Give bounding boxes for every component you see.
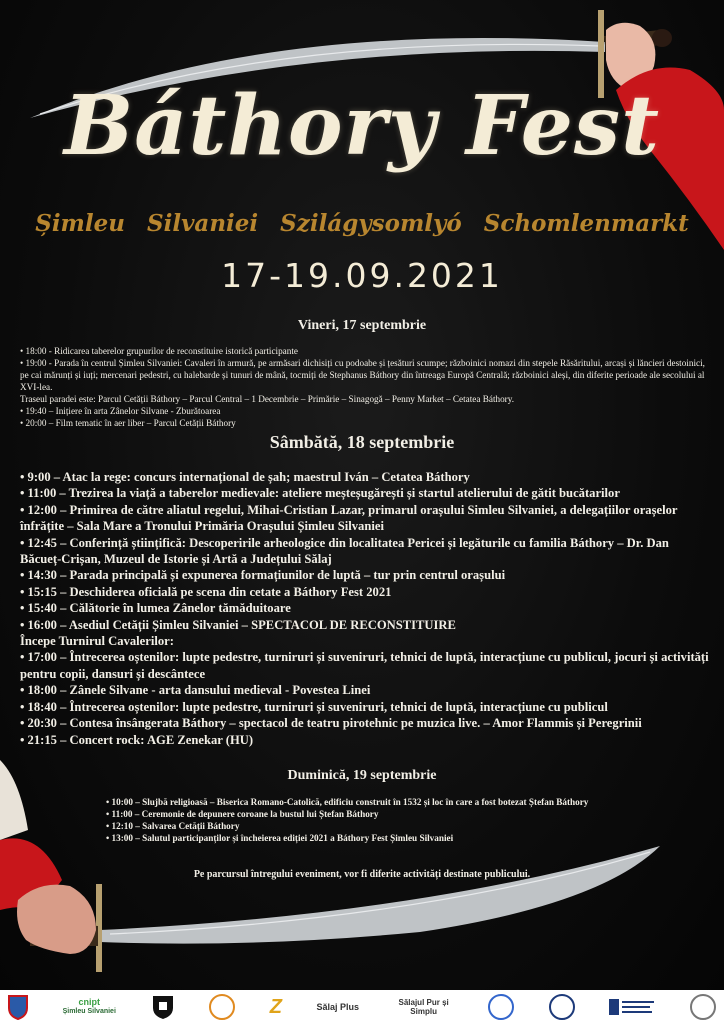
list-item: • 11:00 – Trezirea la viață a taberelor medievale: ateliere meșteșugărești și startul atelierului de gătit bucătarilor xyxy=(20,486,620,501)
bottom-hand-icon xyxy=(17,885,96,954)
list-item: • 21:15 – Concert rock: AGE Zenekar (HU) xyxy=(20,732,254,747)
bottom-saber-blade-icon xyxy=(100,846,660,944)
list-item: • 12:10 – Salvarea Cetății Báthory xyxy=(106,821,240,831)
salajul-pur-logo: Sălajul Pur și Simplu xyxy=(398,998,449,1016)
sponsor-logo-bar xyxy=(0,990,724,1024)
festival-emblem-icon xyxy=(488,993,514,1021)
friday-schedule xyxy=(20,345,710,429)
list-item: • 18:00 - Ridicarea taberelor grupurilor de reconstituire istorică participante xyxy=(20,346,298,356)
list-item: Traseul paradei este: Parcul Cetății Báthory – Parcul Central – 1 Decembrie – Primărie – Sinagogă – Penny Market – Cetatea Báthory. xyxy=(20,394,515,404)
sunday-heading: Duminică, 19 septembrie xyxy=(287,768,437,783)
list-item: • 20:30 – Contesa însângerata Báthory – spectacol de teatru pirotehnic pe muzica live. – Amor Flammis și Peregrinii xyxy=(20,716,642,731)
list-item: • 14:30 – Parada principală și expunerea formațiunilor de luptă – tur prin centrul orașului xyxy=(20,568,506,583)
list-item: • 12:00 – Primirea de către aliatul regelui, Mihai-Cristian Lazar, primarul orașului Simleu Silvaniei, a delegațiilor orașelor înfrățite – Sala Mare a Tronului Primăria Orașului Șimleu Silvaniei xyxy=(20,502,678,534)
poster-title: Báthory Fest xyxy=(64,78,660,174)
county-seal-icon xyxy=(690,993,716,1021)
list-item: • 9:00 – Atac la rege: concurs internațional de șah; maestrul Iván – Cetatea Báthory xyxy=(20,470,470,484)
list-item: • 18:40 – Întrecerea oștenilor: lupte pedestre, turniruri și suveniruri, tehnici de luptă, interacțiune cu publicul xyxy=(20,699,608,714)
university-text-logo-icon xyxy=(609,993,655,1021)
university-seal-icon xyxy=(549,993,575,1021)
list-item: • 20:00 – Film tematic în aer liber – Parcul Cetății Báthory xyxy=(20,418,236,428)
simleu-logo-text: Șimleu Silvaniei xyxy=(62,1008,116,1015)
list-item: • 15:40 – Călătorie în lumea Zânelor tămăduitoare xyxy=(20,601,291,616)
list-item: • 18:00 – Zânele Silvane - arta dansului medieval - Povestea Linei xyxy=(20,683,371,698)
list-item: • 15:15 – Deschiderea oficială pe scena din cetate a Báthory Fest 2021 xyxy=(20,584,392,599)
list-item: • 17:00 – Întrecerea oștenilor: lupte pedestre, turniruri și suveniruri, tehnici de luptă, interacțiune cu publicul, jocuri și activități pentru copii, dansuri și descântece xyxy=(20,650,709,681)
closing-note: Pe parcursul întregului eveniment, vor fi diferite activități destinate publicului. xyxy=(193,869,531,880)
list-item: Începe Turnirul Cavalerilor: xyxy=(20,634,174,649)
list-item: • 19:00 - Parada în centrul Șimleu Silvaniei: Cavaleri în armură, pe armăsari dichisiți cu podoabe și țesături scumpe; războinici nomazi din stepele Răsăritului, arcași și lăncieri destoinici, pe cai mărunți și iuți; mercenari pedestri, cu halebarde și tunuri de mână, tocmiți de Stephanus Báthory din întreaga Europă Centrală; războinici aleși, din diferite perioade ale secolului al XVI-lea. xyxy=(20,358,705,392)
coat-of-arms-icon xyxy=(8,993,28,1021)
list-item: • 10:00 – Slujbă religioasă – Biserica Romano-Catolică, edificiu construit în 1532 și loc în care a fost botezat Ștefan Báthory xyxy=(106,797,589,807)
list-item: • 11:00 – Ceremonie de depunere coroane la bustul lui Ștefan Báthory xyxy=(106,809,379,819)
crest-logo-icon xyxy=(151,993,175,1021)
simleu-cnipt-logo xyxy=(63,993,116,1021)
cnipt-logo-text: cnipt xyxy=(78,997,100,1007)
z-logo: Z xyxy=(269,995,282,1018)
list-item: • 16:00 – Asediul Cetății Șimleu Silvaniei – SPECTACOL DE RECONSTITUIRE xyxy=(20,617,456,632)
list-item: • 19:40 – Inițiere în arta Zânelor Silvane - Zburătoarea xyxy=(20,406,221,416)
list-item: • 12:45 – Conferință științifică: Descoperirile arheologice din localitatea Pericei și legăturile cu familia Báthory – Dr. Dan Băcueț-Crișan, Muzeul de Istorie și Artă a Județului Sălaj xyxy=(20,535,669,567)
places-line: Șimleu Silvaniei Szilágysomlyó Schomlenmarkt xyxy=(35,210,689,237)
saturday-schedule xyxy=(20,469,710,748)
salaj-plus-logo: Sălaj Plus xyxy=(316,1002,360,1012)
sunday-schedule xyxy=(106,796,666,844)
round-emblem-icon xyxy=(209,993,235,1021)
event-dates: 17-19.09.2021 xyxy=(221,256,503,295)
saturday-heading: Sâmbătă, 18 septembrie xyxy=(269,432,455,452)
friday-heading: Vineri, 17 septembrie xyxy=(297,318,427,333)
list-item: • 13:00 – Salutul participanților și încheierea ediției 2021 a Báthory Fest Șimleu Silvaniei xyxy=(106,833,454,843)
